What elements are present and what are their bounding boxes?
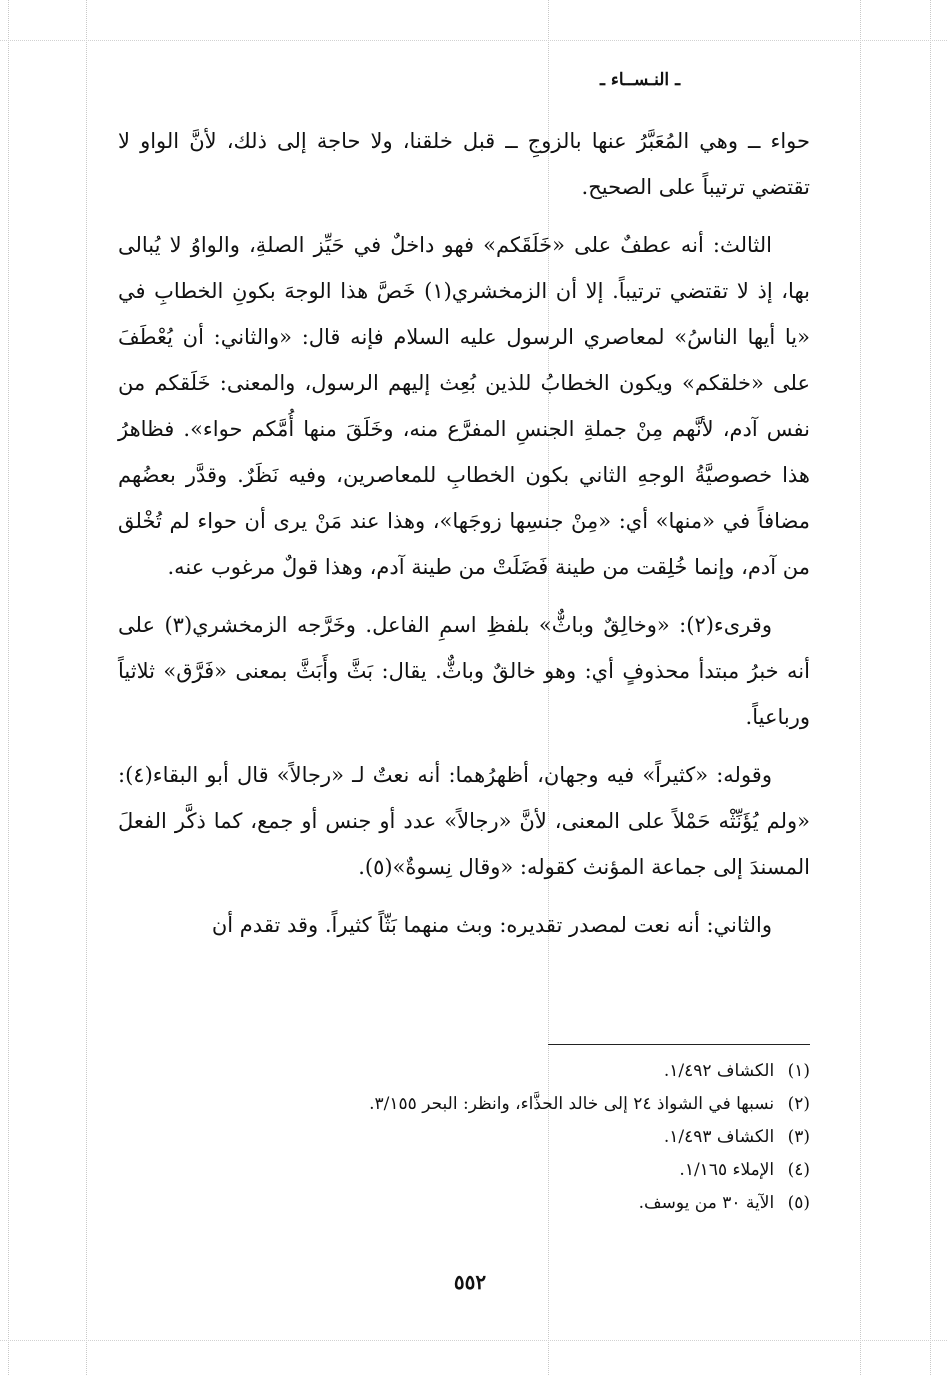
- footnote-text: الكشاف ١/٤٩٢.: [663, 1061, 775, 1081]
- footnotes: [200, 1055, 810, 1220]
- footnote-divider: [548, 1044, 810, 1045]
- footnote-text: الكشاف ١/٤٩٣.: [663, 1127, 775, 1147]
- footnote-item: [200, 1088, 810, 1121]
- scan-guide-line: [0, 40, 947, 41]
- footnote-number: (٢): [787, 1094, 810, 1114]
- paragraph: والثاني: أنه نعت لمصدر تقديره: وبث منهما بَثّاً كثيراً. وقد تقدم أن: [211, 913, 772, 937]
- footnote-item: [200, 1187, 810, 1220]
- scan-guide-line: [930, 0, 931, 1375]
- scan-guide-line: [8, 0, 9, 1375]
- paragraph: وقرىء(٢): «وخالِقٌ وباثٌّ» بلفظِ اسمِ الفاعل. وخَرَّجه الزمخشري(٣) على أنه خبرُ مبتدأ محذوفٍ أي: وهو خالقٌ وباثٌّ. يقال: بَثَّ وأَبَثَّ بمعنى «فَرَّق» ثلاثياً ورباعياً.: [118, 613, 810, 729]
- paragraph: الثالث: أنه عطفٌ على «خَلَقَكم» فهو داخلٌ في حَيِّز الصلةِ، والواوُ لا يُبالى بها، إذ لا تقتضي ترتيباً. إلا أن الزمخشري(١) خَصَّ هذا الوجهَ بكونِ الخطابِ في «يا أيها الناسُ» لمعاصري الرسول عليه السلام فإنه قال: «والثاني: أن يُعْطَفَ على «خلقكم» ويكون الخطابُ للذين بُعِث إليهم الرسول، والمعنى: خَلَقكم من نفس آدم، لأنَّهم مِنْ جملةِ الجنسِ المفرَّع منه، وخَلَقَ منها أُمَّكم حواء». فظاهرُ هذا خصوصيَّةُ الوجهِ الثاني بكون الخطابِ للمعاصرين، وفيه نَظَرٌ. وقدَّر بعضُهم مضافاً في «منها» أي: «مِنْ جنسِها زوجَها»، وهذا عند مَنْ يرى أن حواء لم تُخْلق من آدم، وإنما خُلِقت من طينة فَضَلَتْ من طينة آدم، وهذا قولٌ مرغوب عنه.: [118, 233, 810, 579]
- footnote-number: (٤): [787, 1160, 810, 1180]
- paragraph: حواء ــ وهي المُعَبَّرُ عنها بالزوجِ ــ قبل خلقنا، ولا حاجة إلى ذلك، لأنَّ الواو لا تقتضي ترتيباً على الصحيح.: [118, 129, 810, 199]
- footnote-number: (١): [787, 1061, 810, 1081]
- footnote-text: نسبها في الشواذ ٢٤ إلى خالد الحذَّاء، وانظر: البحر ٣/١٥٥.: [369, 1094, 775, 1114]
- footnote-item: [200, 1154, 810, 1187]
- footnote-number: (٣): [787, 1127, 810, 1147]
- scan-guide-line: [0, 1340, 947, 1341]
- paragraph: وقوله: «كثيراً» فيه وجهان، أظهرُهما: أنه نعتٌ لـ «رجالاً» قال أبو البقاء(٤): «ولم يُؤَنِّثْه حَمْلاً على المعنى، لأنَّ «رجالاً» عدد أو جنس أو جمع، كما ذكَّر الفعلَ المسندَ إلى جماعة المؤنث كقوله: «وقال نِسوةٌ»(٥).: [118, 763, 810, 879]
- main-text: [118, 118, 810, 960]
- footnote-item: [200, 1055, 810, 1088]
- footnote-item: [200, 1121, 810, 1154]
- footnote-number: (٥): [787, 1193, 810, 1213]
- footnote-text: الآية ٣٠ من يوسف.: [638, 1193, 775, 1213]
- page-number: ٥٥٢: [453, 1270, 487, 1294]
- running-header: ـ النـســاء ـ: [599, 70, 681, 90]
- footnote-text: الإملاء ١/١٦٥.: [679, 1160, 775, 1180]
- scan-guide-line: [860, 0, 861, 1375]
- scan-guide-line: [86, 0, 87, 1375]
